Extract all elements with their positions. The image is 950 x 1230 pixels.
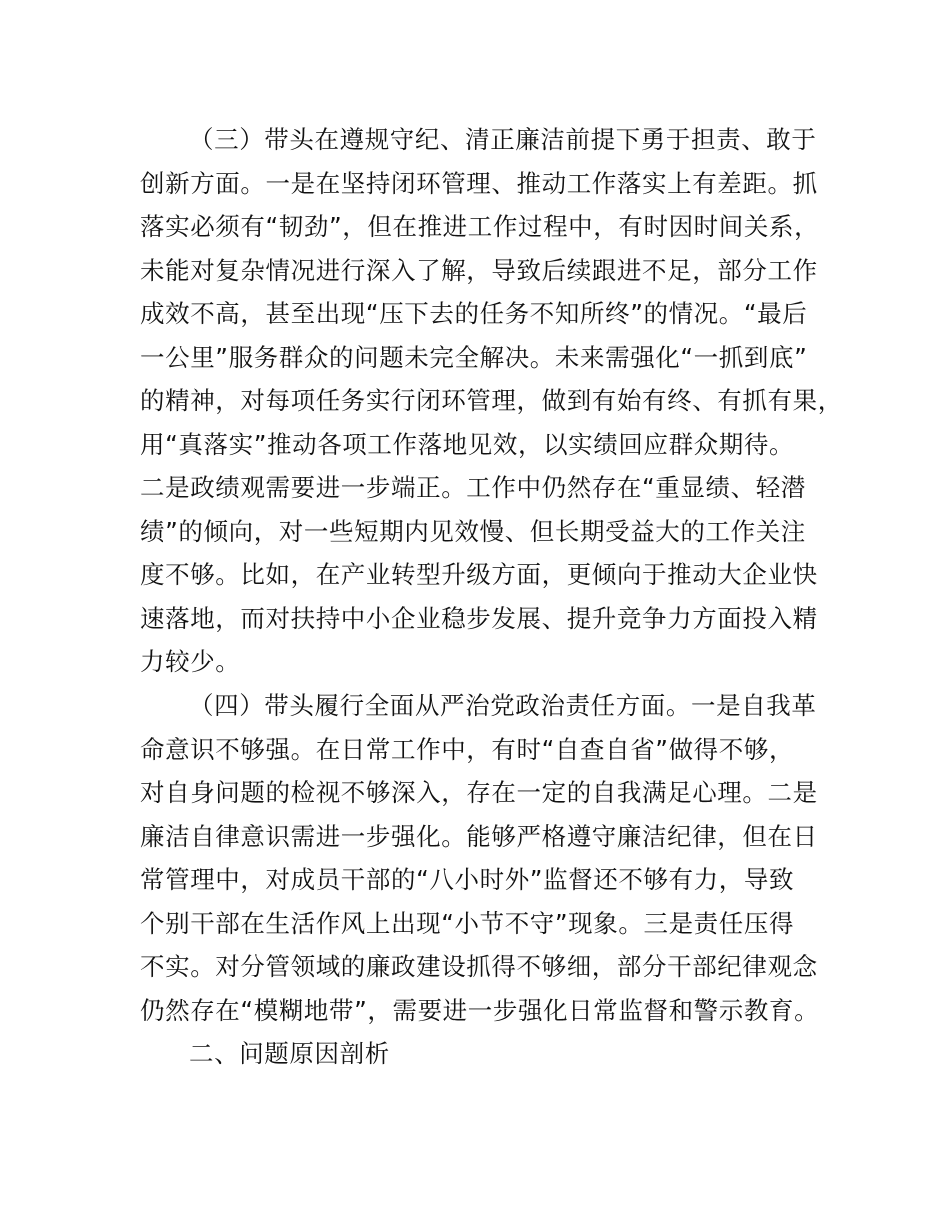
text-line: 一公里”服务群众的问题未完全解决。未来需强化“一抓到底”	[140, 342, 808, 372]
text-line: 的精神，对每项任务实行闭环管理，做到有始有终、有抓有果，	[140, 386, 843, 415]
text-line: 成效不高，甚至出现“压下去的任务不知所终”的情况。“最后	[140, 299, 808, 328]
text-line: 仍然存在“模糊地带”，需要进一步强化日常监督和警示教育。	[140, 995, 820, 1025]
text-line: 速落地，而对扶持中小企业稳步发展、提升竞争力方面投入精	[140, 603, 818, 633]
text-line: 常管理中，对成员干部的“八小时外”监督还不够有力，导致	[140, 865, 795, 894]
text-line: 命意识不够强。在日常工作中，有时“自查自省”做得不够，	[140, 734, 795, 764]
text-line: 对自身问题的检视不够深入，存在一定的自我满足心理。二是	[140, 778, 818, 807]
text-line: 用“真落实”推动各项工作落地见效，以实绩回应群众期待。	[140, 429, 795, 459]
text-line: （四）带头履行全面从严治党政治责任方面。一是自我革	[189, 691, 817, 720]
text-line: 廉洁自律意识需进一步强化。能够严格遵守廉洁纪律，但在日	[140, 821, 818, 851]
text-line: 度不够。比如，在产业转型升级方面，更倾向于推动大企业快	[140, 560, 818, 589]
paragraph-section-4	[140, 684, 840, 1032]
text-line: 力较少。	[140, 647, 241, 676]
text-line: 不实。对分管领域的廉政建设抓得不够细，部分干部纪律观念	[140, 952, 818, 981]
paragraph-section-3	[140, 118, 843, 684]
text-line: 二是政绩观需要进一步端正。工作中仍然存在“重显绩、轻潜	[140, 473, 806, 502]
section-heading: 二、问题原因剖析	[189, 1039, 390, 1068]
text-line: 未能对复杂情况进行深入了解，导致后续跟进不足，部分工作	[140, 255, 818, 285]
text-line: 绩”的倾向，对一些短期内见效慢、但长期受益大的工作关注	[140, 516, 806, 546]
text-line: 个别干部在生活作风上出现“小节不守”现象。三是责任压得	[140, 908, 795, 938]
text-line: 创新方面。一是在坚持闭环管理、推动工作落实上有差距。抓	[140, 168, 818, 198]
text-line: 落实必须有“韧劲”，但在推进工作过程中，有时因时间关系，	[140, 212, 820, 241]
text-line: （三）带头在遵规守纪、清正廉洁前提下勇于担责、敢于	[189, 125, 817, 154]
